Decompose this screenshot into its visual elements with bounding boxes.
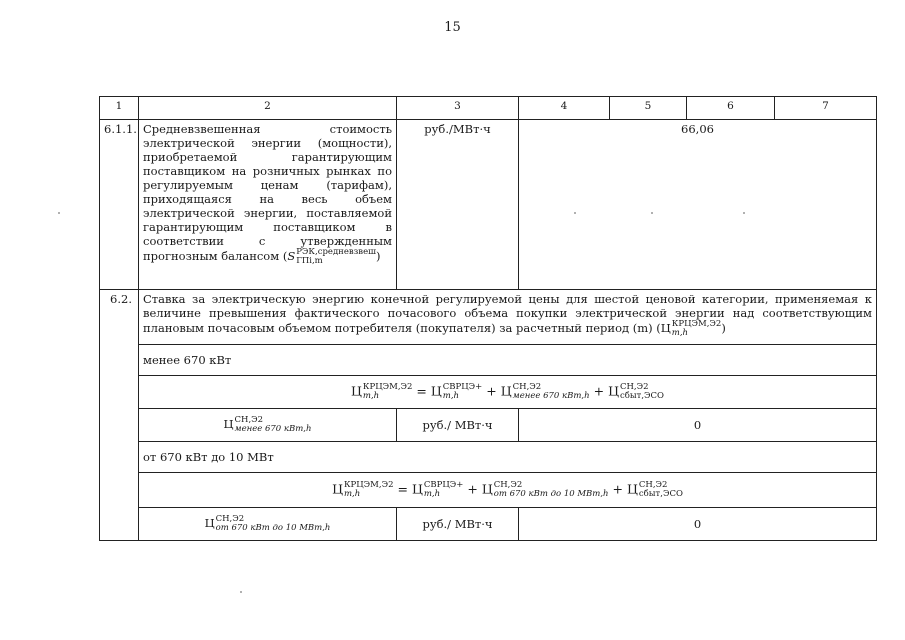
f-indices — [424, 481, 464, 499]
sub-a-value: 0 — [519, 409, 877, 442]
symbol-c-sup: КРЦЭМ,Э2 — [671, 319, 722, 329]
sub-b-label-row — [100, 442, 877, 473]
f-sup: КРЦЭМ,Э2 — [343, 480, 394, 490]
page-number: 15 — [444, 20, 461, 35]
f-sub: от 670 кВт до 10 МВт,h — [493, 489, 609, 499]
f-indices — [443, 383, 483, 401]
scan-speck — [574, 212, 576, 214]
desc-last-line — [143, 248, 392, 266]
sub-a-label-row — [100, 345, 877, 376]
desc-line: регулируемым ценам (тарифам), — [143, 178, 392, 192]
header-row — [100, 97, 877, 120]
f-plus: + — [593, 383, 605, 399]
sub-b-formula — [139, 473, 877, 508]
tariff-table — [99, 96, 877, 541]
f-plus: + — [612, 481, 624, 497]
scan-speck — [240, 591, 242, 593]
sub-b-label: от 670 кВт до 10 МВт — [139, 442, 877, 473]
symbol-s-sup: РЭК,средневзвеш — [296, 247, 377, 257]
f-symbol: Ц — [332, 481, 343, 497]
desc-line: электрической энергии, поставляемой — [143, 206, 392, 220]
f-symbol: Ц — [608, 383, 619, 399]
sub-b-value: 0 — [519, 508, 877, 541]
f-plus: + — [486, 383, 497, 399]
sub-a-formula — [139, 376, 877, 409]
f-indices — [639, 481, 683, 499]
f-sup: КРЦЭМ,Э2 — [362, 382, 413, 392]
f-sub: менее 670 кВт,h — [234, 424, 312, 434]
sub-b-value-row — [100, 508, 877, 541]
f-sup: СН,Э2 — [234, 415, 264, 425]
f-symbol: Ц — [430, 383, 442, 399]
symbol-c-indices — [672, 320, 722, 338]
f-sup: СВРЦЭ+ — [423, 480, 464, 490]
f-sub: m,h — [423, 489, 441, 499]
desc-line: поставщиком на розничных рынках по — [143, 164, 392, 178]
f-indices — [513, 383, 590, 401]
header-cell-7: 7 — [775, 97, 877, 120]
f-indices — [363, 383, 413, 401]
sub-a-value-row — [100, 409, 877, 442]
row-6-1-1-value: 66,06 — [519, 120, 877, 290]
f-sub: m,h — [442, 391, 460, 401]
header-cell-4: 4 — [519, 97, 610, 120]
f-symbol: Ц — [223, 417, 234, 431]
f-sup: СН,Э2 — [493, 480, 523, 490]
f-sup: СН,Э2 — [512, 382, 542, 392]
desc-line: соответствии с утвержденным — [143, 234, 392, 248]
symbol-c-sub: m,h — [671, 328, 689, 338]
header-cell-2: 2 — [139, 97, 397, 120]
desc-line: Средневзвешенная стоимость — [143, 122, 392, 136]
sub-b-unit: руб./ МВт·ч — [397, 508, 519, 541]
f-sub: сбыт,ЭСО — [638, 489, 683, 499]
sub-b-formula-row — [100, 473, 877, 508]
f-sub: менее 670 кВт,h — [512, 391, 590, 401]
row-6-2-description — [139, 290, 877, 345]
sub-a-symbol — [139, 409, 397, 442]
f-symbol: Ц — [351, 383, 362, 399]
sub-a-label: менее 670 кВт — [139, 345, 877, 376]
row-6-1-1-description — [139, 120, 397, 290]
row-number-6-2: 6.2. — [100, 290, 139, 541]
f-sub: сбыт,ЭСО — [619, 391, 664, 401]
desc-line: электрической энергии (мощности), — [143, 136, 392, 150]
f-sub: m,h — [343, 489, 361, 499]
scan-speck — [743, 212, 745, 214]
desc-line: приходящаяся на весь объем — [143, 192, 392, 206]
desc-line: приобретаемой гарантирующим — [143, 150, 392, 164]
symbol-s: S — [287, 249, 296, 263]
header-cell-3: 3 — [397, 97, 519, 120]
f-sub: от 670 кВт до 10 МВт,h — [215, 523, 331, 533]
f-symbol: Ц — [481, 481, 493, 497]
desc-close: ) — [376, 249, 381, 263]
row-6-1-1-unit: руб./МВт·ч — [397, 120, 519, 290]
row-6-2-close: ) — [721, 321, 726, 335]
sub-a-formula-row — [100, 376, 877, 409]
row-number-6-1-1: 6.1.1. — [100, 120, 139, 290]
header-cell-6: 6 — [687, 97, 775, 120]
sub-b-symbol — [139, 508, 397, 541]
desc-line: гарантирующим поставщиком в — [143, 220, 392, 234]
f-indices — [620, 383, 664, 401]
symbol-c: Ц — [660, 321, 671, 335]
f-indices — [344, 481, 394, 499]
row-6-2-text: Ставка за электрическую энергию конечной регулируемой цены для шестой ценовой категории, применяемая к величине превышения фактического почасового объема покупки электрической энергии над соответствующим плановым почасовым объемом потребителя (покупателя) за расчетный период (m) ( — [143, 292, 872, 335]
f-eq: = — [416, 383, 427, 399]
f-symbol: Ц — [411, 481, 423, 497]
row-6-2 — [100, 290, 877, 345]
f-indices — [235, 416, 312, 434]
desc-last-text: прогнозным балансом ( — [143, 249, 288, 263]
f-eq: = — [397, 481, 408, 497]
header-cell-1: 1 — [100, 97, 139, 120]
header-cell-5: 5 — [610, 97, 687, 120]
f-plus: + — [467, 481, 478, 497]
f-indices — [216, 515, 331, 533]
symbol-s-indices — [296, 248, 376, 266]
scan-speck — [58, 212, 60, 214]
f-symbol: Ц — [627, 481, 638, 497]
f-sup: СН,Э2 — [215, 514, 245, 524]
row-6-1-1 — [100, 120, 877, 290]
sub-a-unit: руб./ МВт·ч — [397, 409, 519, 442]
f-sup: СН,Э2 — [638, 480, 668, 490]
f-sub: m,h — [362, 391, 380, 401]
symbol-s-sub: ГПi,m — [296, 256, 323, 266]
scan-speck — [651, 212, 653, 214]
f-symbol: Ц — [204, 516, 215, 530]
f-sup: СН,Э2 — [619, 382, 649, 392]
f-indices — [494, 481, 609, 499]
f-sup: СВРЦЭ+ — [442, 382, 483, 392]
f-symbol: Ц — [500, 383, 512, 399]
